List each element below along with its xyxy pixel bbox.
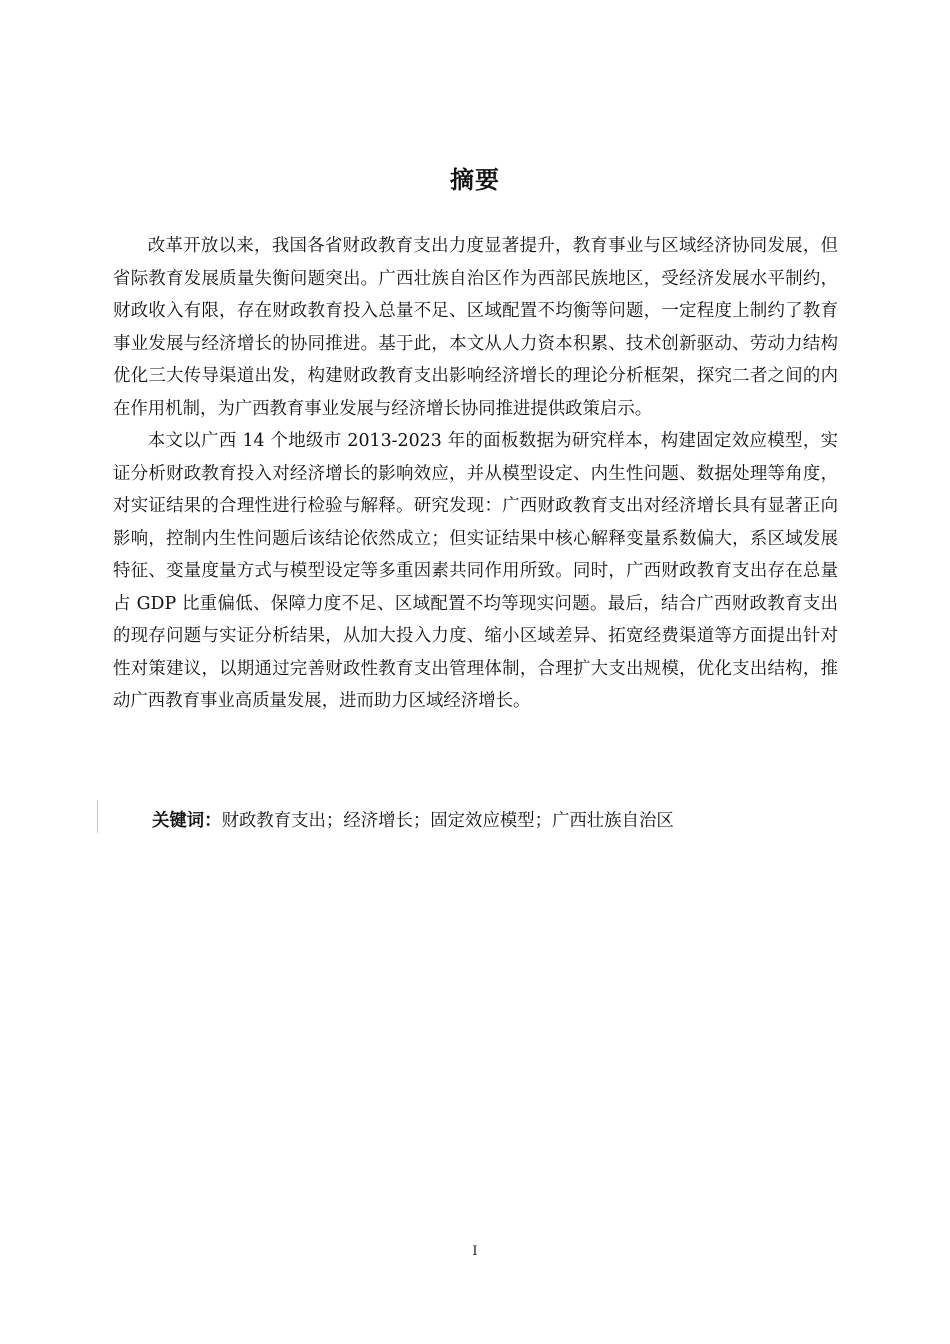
keywords-label: 关键词： [152, 811, 222, 831]
margin-rule-divider [97, 800, 98, 833]
keywords-text: 财政教育支出；经济增长；固定效应模型；广西壮族自治区 [221, 811, 674, 831]
page-number: I [472, 1244, 478, 1259]
abstract-title: 摘要 [450, 166, 500, 194]
abstract-body [113, 230, 838, 718]
abstract-paragraph-2: 本文以广西 14 个地级市 2013-2023 年的面板数据为研究样本，构建固定效应模型，实证分析财政教育投入对经济增长的影响效应，并从模型设定、内生性问题、数据处理等角度，对实证结果的合理性进行检验与解释。研究发现：广西财政教育支出对经济增长具有显著正向影响，控制内生性问题后该结论依然成立；但实证结果中核心解释变量系数偏大，系区域发展特征、变量度量方式与模型设定等多重因素共同作用所致。同时，广西财政教育支出存在总量占 GDP 比重偏低、保障力度不足、区域配置不均等现实问题。最后，结合广西财政教育支出的现存问题与实证分析结果，从加大投入力度、缩小区域差异、拓宽经费渠道等方面提出针对性对策建议，以期通过完善财政性教育支出管理体制，合理扩大支出规模，优化支出结构，推动广西教育事业高质量发展，进而助力区域经济增长。 [113, 431, 838, 711]
abstract-paragraph-1: 改革开放以来，我国各省财政教育支出力度显著提升，教育事业与区域经济协同发展，但省际教育发展质量失衡问题突出。广西壮族自治区作为西部民族地区，受经济发展水平制约，财政收入有限，存在财政教育投入总量不足、区域配置不均衡等问题，一定程度上制约了教育事业发展与经济增长的协同推进。基于此，本文从人力资本积累、技术创新驱动、劳动力结构优化三大传导渠道出发，构建财政教育支出影响经济增长的理论分析框架，探究二者之间的内在作用机制，为广西教育事业发展与经济增长协同推进提供政策启示。 [113, 236, 838, 419]
keywords-line [152, 805, 674, 837]
